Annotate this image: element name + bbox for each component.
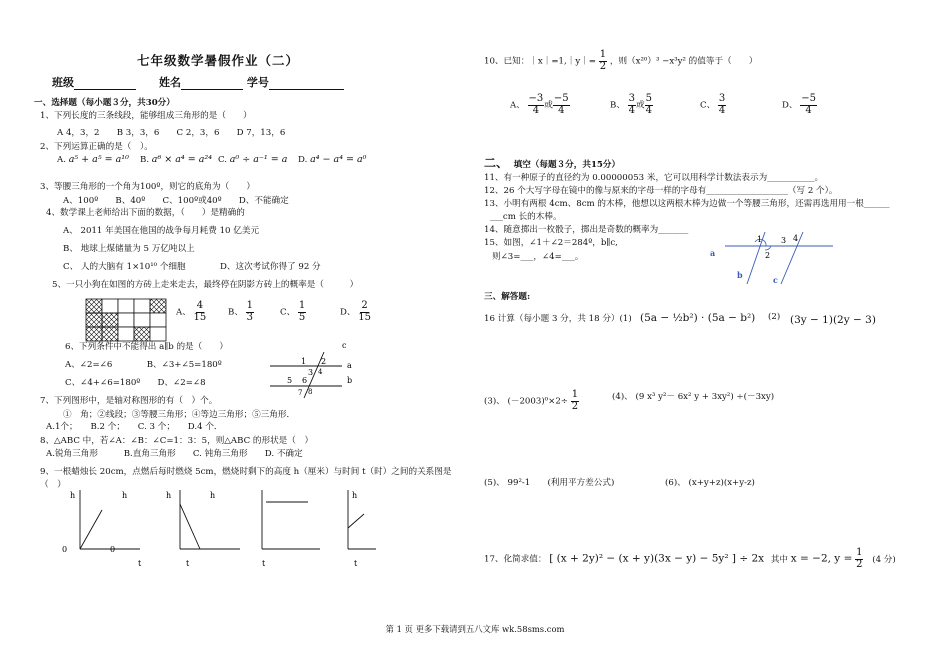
graph-a bbox=[62, 490, 142, 568]
q6-options-row1: A、∠2=∠6 B、∠3+∠5=180º bbox=[65, 360, 222, 370]
svg-text:3: 3 bbox=[781, 236, 787, 245]
q14: 14、随意掷出一枚骰子，掷出是奇数的概率为_______ bbox=[484, 225, 689, 235]
page-title: 七年级数学暑假作业（二） bbox=[137, 53, 300, 68]
svg-text:0: 0 bbox=[62, 545, 68, 554]
q8-stem: 8、△ABC 中，若∠A：∠B：∠C=1：3：5，则△ABC 的形状是（ ） bbox=[40, 436, 314, 446]
label-b: b bbox=[347, 376, 353, 385]
plain-tile bbox=[150, 313, 166, 327]
svg-text:t: t bbox=[186, 559, 190, 568]
plain-tile bbox=[150, 327, 166, 341]
student-info-row bbox=[52, 74, 344, 90]
svg-text:4: 4 bbox=[793, 234, 799, 243]
q10-option-a: A、 $\frac{-3}{4}$ 或 $\frac{-5}{4}$ bbox=[510, 93, 569, 116]
svg-text:2: 2 bbox=[321, 357, 327, 366]
name-field[interactable] bbox=[181, 79, 243, 90]
q2-option-c: C. a⁰ ÷ a⁻¹ = a bbox=[218, 154, 288, 165]
q9-paren: （ ） bbox=[40, 480, 66, 490]
svg-text:5: 5 bbox=[287, 376, 293, 385]
svg-text:t: t bbox=[262, 559, 266, 568]
q2-option-b: B. a⁶ × a⁴ = a²⁴ bbox=[140, 154, 213, 165]
svg-text:2: 2 bbox=[765, 251, 771, 260]
q10-option-d: D、 $\frac{-5}{4}$ bbox=[782, 93, 816, 116]
q1-stem: 1、下列长度的三条线段，能够组成三角形的是（ ） bbox=[40, 111, 252, 121]
shaded-tile bbox=[150, 299, 166, 313]
q13-line1: 13、小明有两根 4cm、8cm 的木棒，他想以这两根木棒为边做一个等腰三角形，还需再选用用一根______ bbox=[484, 199, 890, 209]
svg-text:7: 7 bbox=[298, 389, 303, 397]
q15-line1: 15、如图，∠1＋∠2＝284º，b∥c, bbox=[484, 238, 618, 248]
number-field[interactable] bbox=[269, 79, 344, 90]
number-label: 学号 bbox=[246, 76, 269, 89]
shaded-tile bbox=[86, 327, 102, 341]
svg-text:3: 3 bbox=[308, 368, 314, 377]
plain-tile bbox=[118, 299, 134, 313]
graph-c bbox=[262, 490, 357, 568]
q5-stem: 5、一只小狗在如图的方砖上走来走去，最终停在阴影方砖上的概率是（ ） bbox=[52, 280, 359, 290]
label-a: a bbox=[347, 361, 352, 370]
q15-angle-figure bbox=[705, 228, 840, 290]
q16-intro: 16 计算（每小题 3 分，共 18 分）(1) bbox=[484, 314, 632, 324]
plain-tile bbox=[134, 313, 150, 327]
name-label: 姓名 bbox=[158, 76, 181, 89]
q16-2-expr: (3y − 1)(2y − 3) bbox=[790, 314, 876, 326]
q3-options: A、100º B、40º C、100º或40º D、不能确定 bbox=[63, 196, 289, 206]
q4-stem: 4、数学课上老师给出下面的数据，（ ）是精确的 bbox=[46, 208, 245, 218]
svg-text:c: c bbox=[773, 275, 778, 285]
plain-tile bbox=[118, 313, 134, 327]
svg-text:b: b bbox=[737, 270, 743, 280]
q12: 12、26 个大写字母在镜中的像与原来的字母一样的字母有___________________（写 2 个）。 bbox=[484, 186, 838, 196]
svg-text:1: 1 bbox=[757, 235, 763, 244]
svg-text:t: t bbox=[354, 559, 358, 568]
q7-options: A.1个； B.2 个； C. 3 个； D.4 个． bbox=[46, 422, 223, 432]
label-c: c bbox=[342, 341, 347, 350]
q5-option-b: B、 $\frac{1}{3}$ bbox=[228, 300, 254, 323]
q16-2-label: (2) bbox=[768, 312, 781, 322]
section2-title: 二、 填空（每题３分，共15分） bbox=[484, 156, 621, 170]
svg-text:1: 1 bbox=[301, 357, 307, 366]
svg-text:a: a bbox=[710, 248, 716, 258]
q2-option-a: A. a⁵ + a⁵ = a¹⁰ bbox=[57, 154, 129, 165]
shaded-tile bbox=[134, 327, 150, 341]
svg-text:h: h bbox=[122, 491, 128, 500]
svg-text:t: t bbox=[138, 559, 142, 568]
q16-6: (6)、 (x+y+z)(x+y-z) bbox=[665, 478, 755, 488]
graph-d bbox=[348, 490, 376, 568]
q11: 11、有一种原子的直径约为 0.00000053 米，它可以用科学计数法表示为___________。 bbox=[484, 173, 824, 183]
q17: 17、化简求值： [ (x + 2y)² − (x + y)(3x − y) − 5y² ] ÷ 2x 其中 x = −2, y = $\frac{1}{2}$ (4 分) bbox=[484, 547, 896, 570]
q2-option-d: D. a⁴ − a⁴ = a⁰ bbox=[298, 154, 367, 165]
svg-text:h: h bbox=[166, 491, 172, 500]
plain-tile bbox=[118, 327, 134, 341]
svg-text:0: 0 bbox=[110, 545, 116, 554]
svg-text:6: 6 bbox=[302, 376, 308, 385]
q10-option-b: B、 $\frac{3}{4}$ 或 $\frac{5}{4}$ bbox=[610, 93, 653, 116]
q7-items: ① 角；②线段；③等腰三角形；④等边三角形；⑤三角形． bbox=[63, 410, 296, 420]
graph-b bbox=[166, 490, 240, 568]
q8-options: A.锐角三角形 B.直角三角形 C. 钝角三角形 D. 不确定 bbox=[46, 449, 303, 459]
page-footer: 第 1 页 更多下载请到五八文库 wk.58sms.com bbox=[385, 624, 565, 634]
q5-option-c: C、 $\frac{1}{5}$ bbox=[280, 300, 306, 323]
tile-grid-svg bbox=[84, 297, 169, 343]
q16-5: (5)、 99²-1 (利用平方差公式) bbox=[484, 478, 615, 488]
svg-text:8: 8 bbox=[308, 388, 313, 396]
q5-option-a: A、 $\frac{4}{15}$ bbox=[176, 300, 207, 323]
q16-4: (4)、 (9 x³ y²－ 6x² y + 3xy²) ÷(－3xy) bbox=[612, 392, 775, 402]
q9-stem: 9、一根蜡烛长 20cm，点燃后每时燃烧 5cm，燃烧时剩下的高度 h（厘米）与时间 t（时）之间的关系图是 bbox=[40, 467, 452, 477]
q2-stem: 2、下列运算正确的是（ ）。 bbox=[40, 142, 153, 152]
svg-text:h: h bbox=[210, 491, 216, 500]
q7-stem: 7、下列图形中，是轴对称图形的有（ ）个。 bbox=[40, 396, 218, 406]
q15-line2: 则∠3=___，∠4=___。 bbox=[492, 252, 584, 262]
q4-option-a: A、 2011 年美国在他国的战争每月耗费 10 亿美元 bbox=[63, 226, 260, 236]
plain-tile bbox=[134, 299, 150, 313]
q6-options-row2: C、∠4+∠6=180º D、∠2=∠8 bbox=[65, 378, 206, 388]
q3-stem: 3、等腰三角形的一个角为100º，则它的底角为（ ） bbox=[40, 182, 255, 192]
svg-text:h: h bbox=[352, 491, 358, 500]
q4-option-c: C、 人的大脑有 1×10¹⁰ 个细胞 bbox=[63, 262, 186, 272]
shaded-tile bbox=[102, 313, 118, 327]
shaded-tile bbox=[86, 299, 102, 313]
section1-title: 一、选择题（每小题３分，共30分） bbox=[34, 98, 175, 108]
q6-parallel-lines-figure bbox=[262, 338, 362, 400]
q13-line2: ___cm 长的木棒。 bbox=[490, 212, 562, 222]
q9-graphs bbox=[58, 486, 378, 568]
class-field[interactable] bbox=[74, 79, 136, 90]
q4-option-b: B、 地球上煤储量为 5 万亿吨以上 bbox=[63, 244, 195, 254]
shaded-tile bbox=[86, 313, 102, 327]
q1-options: A 4，3，2 B 3，3，6 C 2，3，6 D 7，13，6 bbox=[57, 128, 286, 138]
q16-3: (3)、 (－2003)⁰×2÷ $\frac{1}{2}$ bbox=[484, 389, 579, 412]
q6-stem: 6、下列条件中不能得出 a∥b 的是（ ） bbox=[65, 342, 229, 352]
q16-1-expr: (5a − ½b²) · (5a − b²) bbox=[640, 312, 756, 324]
shaded-tile bbox=[102, 327, 118, 341]
plain-tile bbox=[102, 299, 118, 313]
q5-option-d: D、 $\frac{2}{15}$ bbox=[340, 300, 371, 323]
svg-text:4: 4 bbox=[318, 368, 323, 376]
q10-stem: 10、已知：｜x｜=1,｜y｜= $\frac{1}{2}$ ，则（x²⁰）³ −x³y² 的值等于（ ） bbox=[484, 49, 758, 72]
q4-option-d: D、这次考试你得了 92 分 bbox=[220, 262, 321, 272]
class-label: 班级 bbox=[52, 76, 74, 89]
section3-title: 三、解答题: bbox=[484, 292, 531, 302]
svg-text:h: h bbox=[70, 491, 76, 500]
q10-option-c: C、 $\frac{3}{4}$ bbox=[700, 93, 726, 116]
